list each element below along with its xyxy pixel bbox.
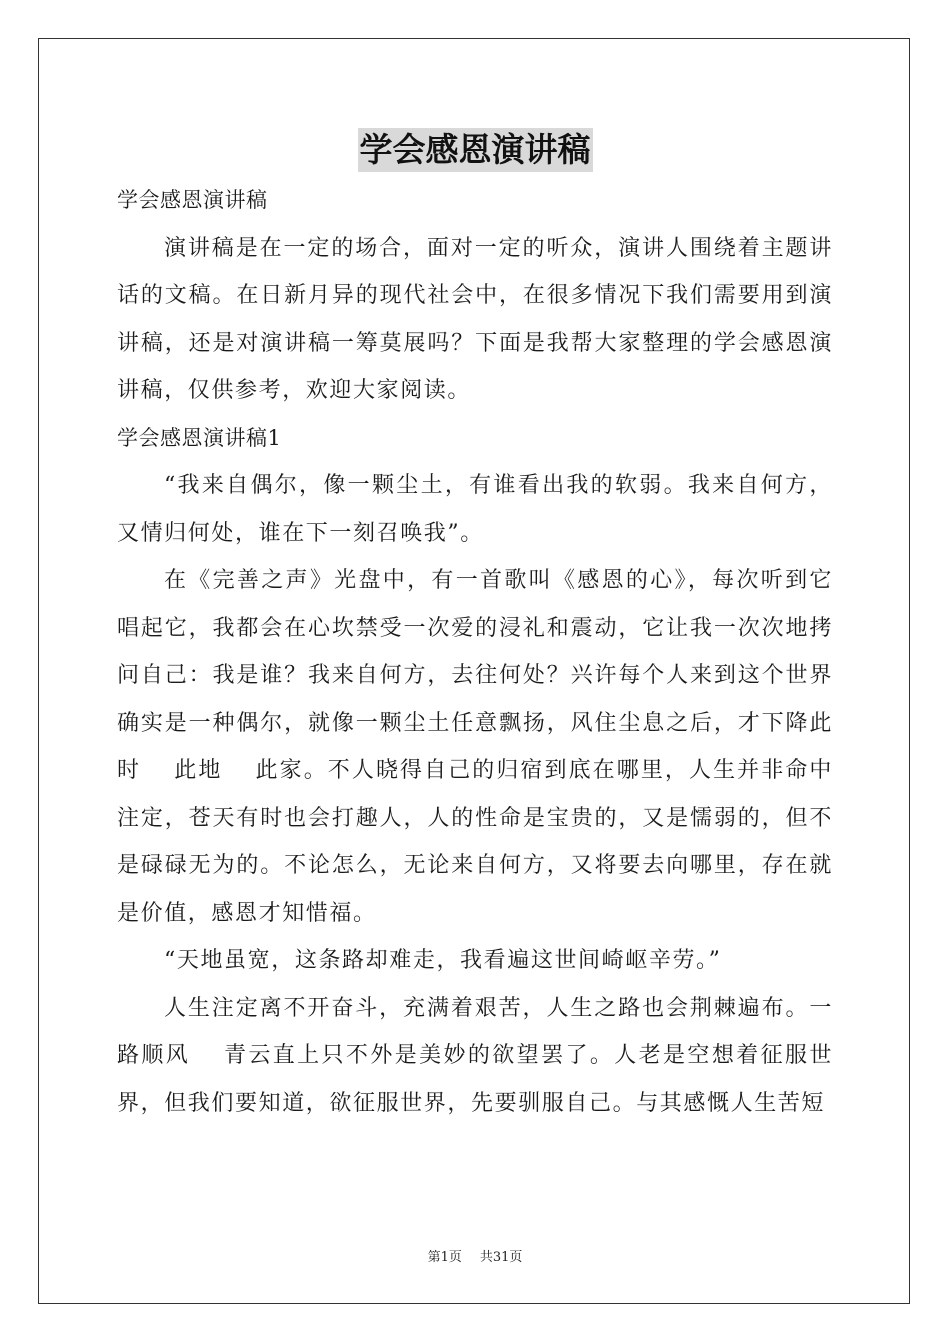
document-body <box>117 177 833 1127</box>
paragraph-quote-1: “我来自偶尔，像一颗尘土，有谁看出我的软弱。我来自何方，又情归何处，谁在下一刻召唤我”。 <box>117 473 833 546</box>
section-heading-1: 学会感恩演讲稿1 <box>117 425 282 450</box>
page-number: 第1页 <box>427 1250 462 1265</box>
paragraph-body-1: 在《完善之声》光盘中，有一首歌叫《感恩的心》，每次听到它唱起它，我都会在心坎禁受一次爱的浸礼和震动，它让我一次次地拷问自己：我是谁？我来自何方，去往何处？兴许每个人来到这个世界确实是一种偶尔，就像一颗尘土任意飘扬，风住尘息之后，才下降此时 此地 此家。不人晓得自己的归宿到底在哪里，人生并非命中注定，苍天有时也会打趣人，人的性命是宝贵的，又是懦弱的，但不是碌碌无为的。不论怎么，无论来自何方，又将要去向哪里，存在就是价值，感恩才知惜福。 <box>117 568 833 926</box>
paragraph-intro: 演讲稿是在一定的场合，面对一定的听众，演讲人围绕着主题讲话的文稿。在日新月异的现代社会中，在很多情况下我们需要用到演讲稿，还是对演讲稿一筹莫展吗？下面是我帮大家整理的学会感恩演讲稿，仅供参考，欢迎大家阅读。 <box>117 235 833 403</box>
page-total: 共31页 <box>479 1250 523 1265</box>
page-footer <box>0 1246 950 1265</box>
document-title: 学会感恩演讲稿 <box>358 128 593 172</box>
paragraph-heading: 学会感恩演讲稿 <box>117 188 268 212</box>
paragraph-quote-2: “天地虽宽，这条路却难走，我看遍这世间崎岖辛劳。” <box>164 948 722 973</box>
paragraph-body-2: 人生注定离不开奋斗，充满着艰苦，人生之路也会荆棘遍布。一路顺风 青云直上只不外是美妙的欲望罢了。人老是空想着征服世界，但我们要知道，欲征服世界，先要驯服自己。与其感慨人生苦短 <box>117 995 833 1116</box>
title-container <box>0 128 950 172</box>
